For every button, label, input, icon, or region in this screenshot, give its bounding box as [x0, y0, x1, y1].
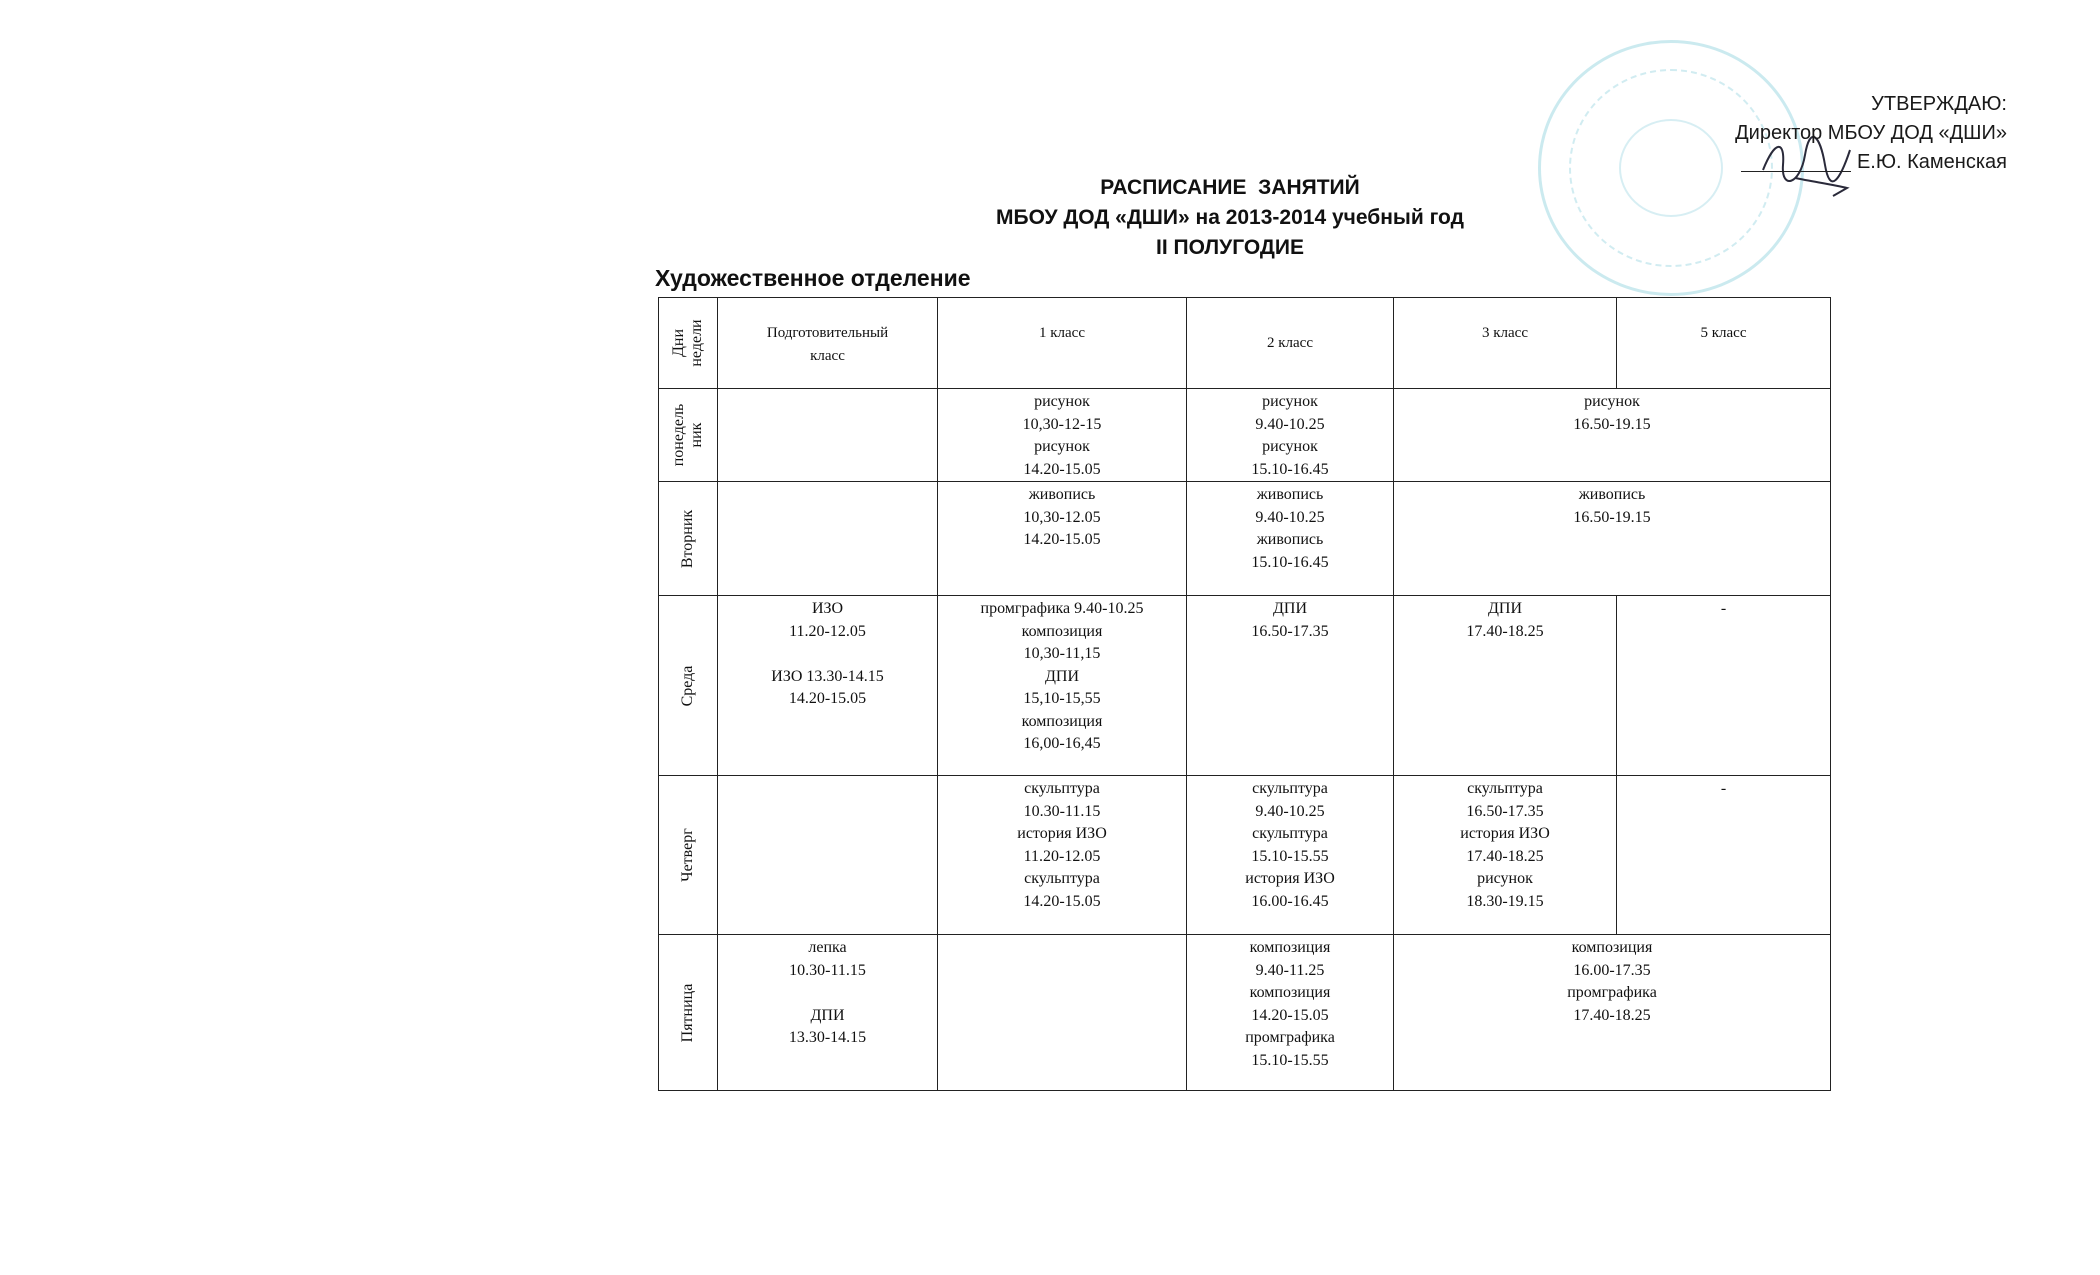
schedule-entry-line: живопись	[1028, 486, 1096, 503]
header-class-5	[1617, 298, 1831, 389]
schedule-entry-line: ИЗО	[811, 600, 844, 617]
cell-tue-prep	[718, 482, 938, 596]
schedule-entry-line: 10.30-11.15	[789, 961, 866, 979]
schedule-entry-line: 10,30-11,15	[1023, 645, 1101, 662]
schedule-entry-line: лепка	[808, 939, 847, 956]
schedule-entry-line: 16.50-19.15	[1573, 508, 1651, 526]
day-label-monday: понедельник	[670, 403, 705, 467]
title-line-2: МБОУ ДОД «ДШИ» на 2013-2014 учебный год	[996, 206, 1464, 229]
schedule-entries	[941, 598, 1183, 756]
schedule-entries	[1397, 484, 1827, 529]
cell-thu-c1	[938, 776, 1187, 935]
schedule-entry-line: 15.10-15.55	[1251, 847, 1329, 865]
cell-tue-c2	[1187, 482, 1394, 596]
document-title	[0, 173, 2100, 263]
header-class-3-label: 3 класс	[1482, 325, 1528, 341]
row-tuesday	[659, 482, 1831, 596]
row-friday	[659, 935, 1831, 1091]
day-cell-thursday	[659, 776, 718, 935]
day-label-wednesday: Среда	[679, 665, 696, 706]
cell-thu-c3	[1394, 776, 1617, 935]
schedule-entries	[1397, 778, 1613, 913]
schedule-entry-line: 16.50-17.35	[1466, 802, 1544, 820]
row-monday	[659, 389, 1831, 482]
schedule-entry-line: 13.30-14.15	[788, 1029, 867, 1046]
day-cell-friday	[659, 935, 718, 1091]
cell-fri-prep	[718, 935, 938, 1091]
title-line-3: II ПОЛУГОДИЕ	[1156, 236, 1304, 259]
cell-mon-c2	[1187, 389, 1394, 482]
schedule-entry-line: 14.20-15.05	[1251, 1006, 1329, 1024]
schedule-entry-line: ДПИ	[1487, 600, 1523, 617]
schedule-entries	[1397, 598, 1613, 643]
schedule-entry-line: 15.10-16.45	[1251, 553, 1329, 571]
header-class-2	[1187, 298, 1394, 389]
department-heading: Художественное отделение	[655, 265, 971, 291]
schedule-entry-line: рисунок	[1477, 870, 1533, 887]
schedule-entries	[941, 391, 1183, 481]
schedule-entries	[1620, 598, 1827, 621]
schedule-table	[658, 297, 1831, 1091]
cell-fri-c1	[938, 935, 1187, 1091]
schedule-entry-line: 16.50-19.15	[1573, 415, 1651, 433]
cell-mon-c3-c5	[1394, 389, 1831, 482]
schedule-entry-line: живопись	[1578, 486, 1646, 503]
schedule-entry-line: история ИЗО	[1017, 825, 1107, 842]
schedule-entry-line: 9.40-10.25	[1255, 802, 1325, 820]
day-cell-monday	[659, 389, 718, 482]
schedule-entry-line: скульптура	[1024, 870, 1100, 887]
signature-underline	[1741, 153, 1851, 172]
schedule-entry-line: скульптура	[1467, 780, 1543, 797]
schedule-entry-line: ДПИ	[1272, 600, 1308, 617]
schedule-entry-line: 9.40-10.25	[1255, 508, 1325, 526]
schedule-entry-line: 15,10-15,55	[1023, 690, 1101, 707]
row-thursday	[659, 776, 1831, 935]
schedule-entry-line: 9.40-11.25	[1255, 961, 1325, 979]
header-class-3	[1394, 298, 1617, 389]
row-wednesday	[659, 596, 1831, 776]
schedule-entry-line: 17.40-18.25	[1573, 1006, 1651, 1024]
schedule-entry-line: композиция	[1571, 939, 1653, 956]
schedule-entries	[941, 778, 1183, 913]
approval-name: Е.Ю. Каменская	[1856, 151, 2007, 173]
schedule-entry-line: промграфика	[1567, 984, 1657, 1001]
schedule-entry-line: 10,30-12.05	[1023, 508, 1101, 526]
header-class-2-label: 2 класс	[1267, 334, 1313, 351]
header-days-label: Дни недели	[670, 319, 705, 367]
schedule-entry-line: 14.20-15.05	[1023, 531, 1101, 548]
schedule-entry-line: 18.30-19.15	[1466, 892, 1544, 910]
day-label-thursday: Четверг	[679, 828, 696, 882]
schedule-entry-line: скульптура	[1252, 780, 1328, 797]
schedule-entries	[1190, 391, 1390, 481]
schedule-entry-line: композиция	[1249, 984, 1331, 1001]
schedule-entry-line: 11.20-12.05	[789, 622, 866, 640]
day-cell-wednesday	[659, 596, 718, 776]
schedule-entries	[721, 937, 934, 1050]
schedule-entry-line: 14.20-15.05	[788, 690, 867, 707]
approval-position: Директор МБОУ ДОД «ДШИ»	[1735, 122, 2007, 144]
schedule-entry-line	[721, 643, 934, 666]
schedule-entry-line: промграфика 9.40-10.25	[980, 600, 1144, 617]
cell-thu-c5	[1617, 776, 1831, 935]
schedule-entry-line: композиция	[1021, 622, 1103, 640]
header-class-5-label: 5 класс	[1700, 325, 1747, 341]
schedule-entry-line	[721, 982, 934, 1005]
schedule-entry-line: рисунок	[1262, 438, 1318, 455]
cell-fri-c3-c5	[1394, 935, 1831, 1091]
cell-mon-c1	[938, 389, 1187, 482]
schedule-entry-line: 16.50-17.35	[1251, 622, 1329, 640]
schedule-entry-line: 15.10-16.45	[1251, 460, 1329, 478]
schedule-entries	[1620, 778, 1827, 801]
schedule-entry-line: рисунок	[1034, 393, 1090, 410]
schedule-entry-line: 17.40-18.25	[1466, 847, 1544, 865]
schedule-entry-line: рисунок	[1034, 438, 1090, 455]
schedule-entries	[1190, 778, 1390, 913]
cell-thu-prep	[718, 776, 938, 935]
day-label-tuesday: Вторник	[679, 509, 696, 568]
schedule-entry-line: 15.10-15.55	[1251, 1051, 1329, 1069]
title-line-1: РАСПИСАНИЕ ЗАНЯТИЙ	[1100, 176, 1360, 199]
cell-thu-c2	[1187, 776, 1394, 935]
schedule-entries	[1190, 484, 1390, 574]
cell-fri-c2	[1187, 935, 1394, 1091]
schedule-entry-line: рисунок	[1584, 393, 1640, 410]
cell-wed-c1	[938, 596, 1187, 776]
cell-wed-c5	[1617, 596, 1831, 776]
schedule-entry-line: 16.00-17.35	[1573, 961, 1651, 979]
schedule-entry-line: скульптура	[1252, 825, 1328, 842]
approval-label: УТВЕРЖДАЮ:	[1871, 93, 2007, 115]
schedule-entry-line: 11.20-12.05	[1023, 847, 1101, 865]
header-class-1-label: 1 класс	[1039, 325, 1085, 341]
cell-mon-prep	[718, 389, 938, 482]
header-prep-label: Подготовительный класс	[766, 325, 889, 364]
schedule-entries	[1190, 937, 1390, 1072]
schedule-entry-line: -	[1720, 780, 1727, 797]
schedule-entry-line: история ИЗО	[1460, 825, 1550, 842]
approval-block	[1735, 90, 2007, 177]
schedule-entry-line: живопись	[1256, 486, 1324, 503]
header-class-1	[938, 298, 1187, 389]
cell-tue-c1	[938, 482, 1187, 596]
schedule-entry-line: 16,00-16,45	[1023, 735, 1101, 752]
header-days	[659, 298, 718, 389]
day-label-friday: Пятница	[679, 983, 696, 1042]
header-row	[659, 298, 1831, 389]
schedule-entries	[1397, 937, 1827, 1027]
cell-wed-c3	[1394, 596, 1617, 776]
day-cell-tuesday	[659, 482, 718, 596]
schedule-entry-line: ДПИ	[810, 1006, 845, 1024]
schedule-entries	[721, 598, 934, 711]
schedule-entry-line: живопись	[1256, 531, 1324, 548]
schedule-entry-line: композиция	[1249, 939, 1331, 956]
schedule-entry-line: ДПИ	[1044, 667, 1080, 685]
schedule-entry-line: 17.40-18.25	[1466, 622, 1544, 640]
schedule-entry-line: 10.30-11.15	[1023, 802, 1101, 820]
cell-wed-c2	[1187, 596, 1394, 776]
schedule-entry-line: рисунок	[1262, 393, 1318, 410]
schedule-entry-line: ИЗО 13.30-14.15	[771, 667, 884, 685]
schedule-entry-line: композиция	[1021, 712, 1103, 730]
schedule-entry-line: 14.20-15.05	[1023, 892, 1101, 910]
cell-wed-prep	[718, 596, 938, 776]
schedule-entries	[1190, 598, 1390, 643]
schedule-entry-line: скульптура	[1024, 780, 1100, 797]
schedule-entry-line: -	[1720, 600, 1727, 617]
header-prep	[718, 298, 938, 389]
schedule-entries	[1397, 391, 1827, 436]
schedule-entry-line: история ИЗО	[1245, 870, 1335, 887]
schedule-entry-line: 9.40-10.25	[1255, 415, 1325, 433]
schedule-entry-line: промграфика	[1245, 1029, 1335, 1046]
cell-tue-c3-c5	[1394, 482, 1831, 596]
schedule-entry-line: 14.20-15.05	[1023, 460, 1101, 478]
schedule-entries	[941, 484, 1183, 552]
schedule-entry-line: 16.00-16.45	[1251, 892, 1329, 910]
schedule-entry-line: 10,30-12-15	[1022, 415, 1102, 433]
